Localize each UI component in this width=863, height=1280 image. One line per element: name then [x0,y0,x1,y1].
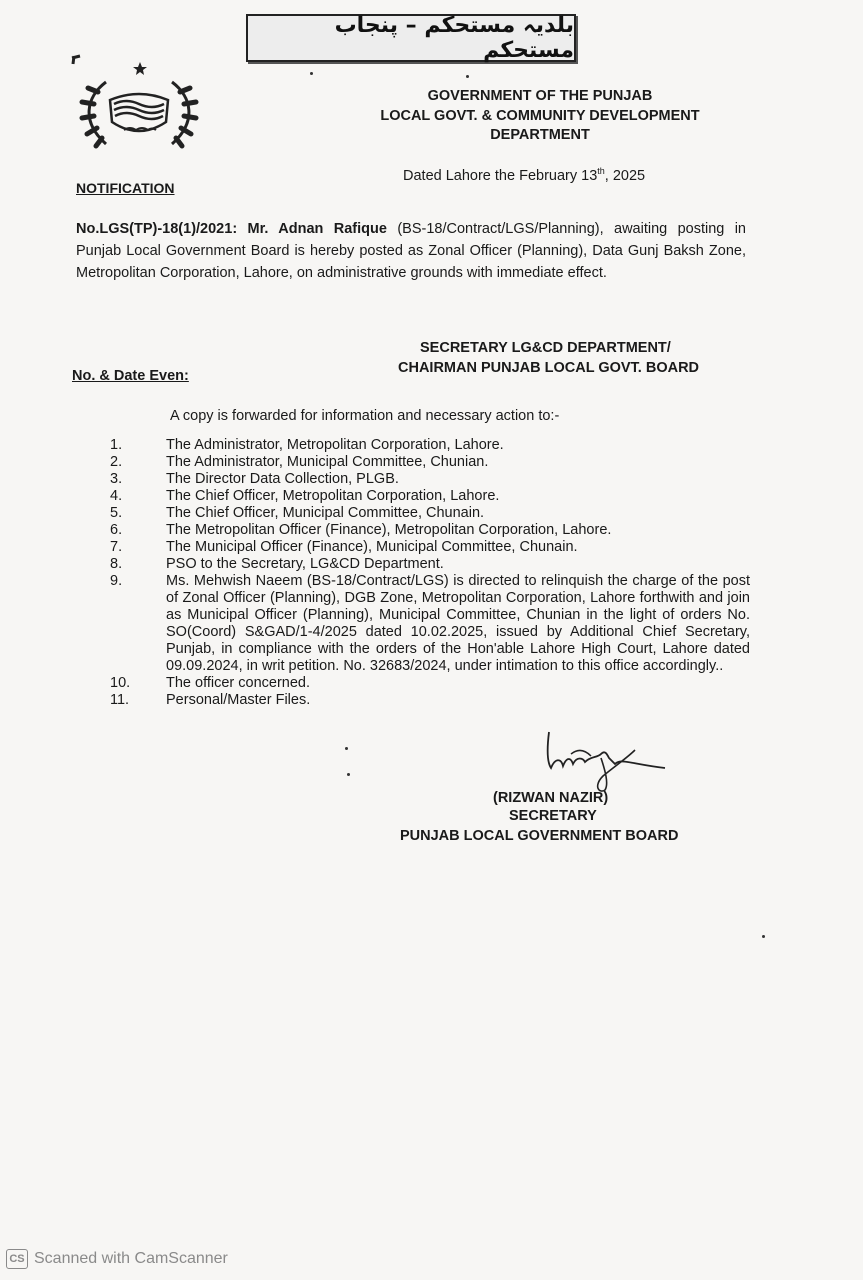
scan-speck [310,72,313,75]
signatory-title: SECRETARY [509,808,597,824]
list-item: 11. Personal/Master Files. [110,692,311,708]
signatory-name: (RIZWAN NAZIR) [493,790,609,806]
notification-body [76,218,746,284]
notification-text: (BS-18/Contract/LGS/Planning), awaiting posting in Punjab Local Government Board is hereby posted as Zonal Officer (Planning), Data Gunj Baksh Zone, Metropolitan Corporation, Lahore, on administrative grounds with immediate effect. [76,221,746,281]
notification-reference: No.LGS(TP)-18(1)/2021: Mr. Adnan Rafique [76,221,387,237]
scan-speck [762,935,765,938]
camscanner-watermark [6,1249,228,1269]
scan-speck [466,75,469,78]
no-and-date-even: No. & Date Even: [72,368,189,384]
camscanner-logo-icon: CS [6,1249,28,1269]
urdu-banner: بلدیہ مستحکم – پنجاب مستحکم [246,14,576,62]
list-item: 10. The officer concerned. [110,675,311,691]
list-item: 6. The Metropolitan Officer (Finance), Metropolitan Corporation, Lahore. [110,522,612,538]
list-item: 2. The Administrator, Municipal Committee, Chunian. [110,454,489,470]
list-item: 1. The Administrator, Metropolitan Corporation, Lahore. [110,437,504,453]
list-item: 4. The Chief Officer, Metropolitan Corporation, Lahore. [110,488,500,504]
list-item: 3. The Director Data Collection, PLGB. [110,471,399,487]
header-department: DEPARTMENT [490,127,590,143]
list-item: 7. The Municipal Officer (Finance), Municipal Committee, Chunain. [110,539,578,555]
list-item: 8. PSO to the Secretary, LG&CD Department. [110,556,444,572]
scan-speck [345,747,348,750]
header-department-line: LOCAL GOVT. & COMMUNITY DEVELOPMENT [380,108,700,124]
list-item: 5. The Chief Officer, Municipal Committee, Chunain. [110,505,485,521]
issuer-line-2: CHAIRMAN PUNJAB LOCAL GOVT. BOARD [398,360,700,376]
issuer-line-1: SECRETARY LG&CD DEPARTMENT/ [420,340,671,356]
list-item: 9. Ms. Mehwish Naeem (BS-18/Contract/LGS) is directed to relinquish the charge of the post of Zonal Officer (Planning), DGB Zone, Metropolitan Corporation, Lahore forthwith and join as Municipal Officer (Planning), Municipal Committee, Chunian in the light of orders No. SO(Coord) S&GAD/1-4/2025 dated 10.02.2025, issued by Additional Chief Secretary, Punjab, in compliance with the orders of the Hon'able Lahore High Court, Lahore dated 09.09.2024, in writ petition. No. 32683/2024, under intimation to this office accordingly.. [110,573,750,674]
camscanner-text: Scanned with CamScanner [34,1250,228,1267]
notification-heading: NOTIFICATION [76,180,175,196]
distribution-list [100,437,750,709]
handwritten-signature-icon [535,728,675,798]
header-government: GOVERNMENT OF THE PUNJAB [427,88,653,104]
scan-speck [347,773,350,776]
signatory-organization: PUNJAB LOCAL GOVERNMENT BOARD [400,828,679,844]
dated-line: Dated Lahore the February 13th, 2025 [403,166,646,184]
copy-forwarded-text: A copy is forwarded for information and necessary action to:- [170,408,560,424]
punjab-government-logo-icon [66,52,212,156]
